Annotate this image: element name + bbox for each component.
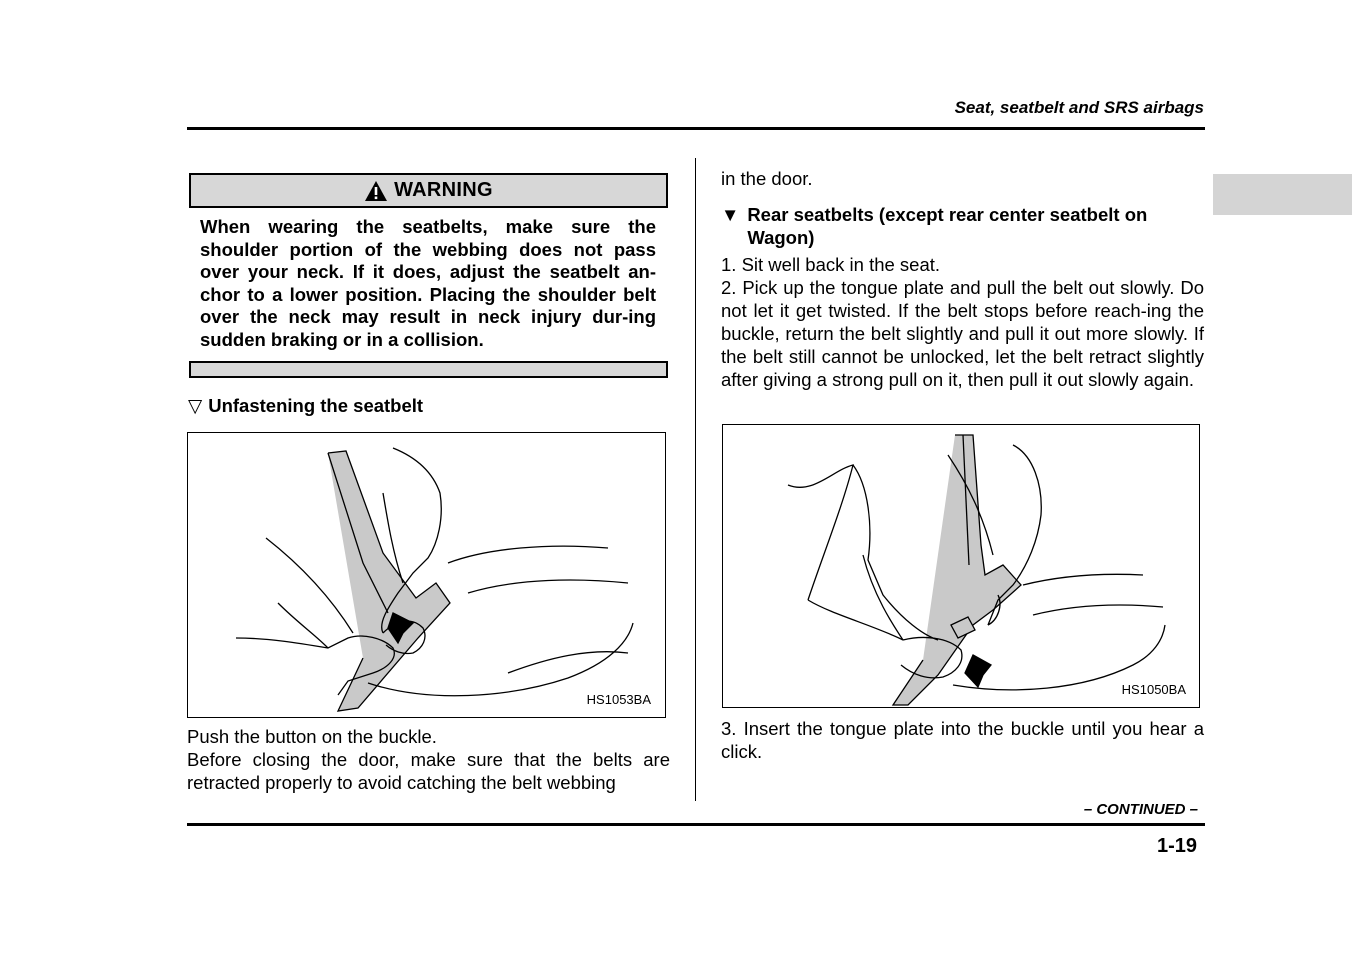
continued-label: – CONTINUED –	[1083, 801, 1198, 818]
section-title: Seat, seatbelt and SRS airbags	[954, 98, 1204, 117]
warning-footer-bar	[189, 361, 668, 378]
footer-rule	[187, 823, 1205, 826]
fastening-illustration	[723, 425, 1199, 707]
unfastening-subheading	[188, 394, 423, 417]
open-triangle-marker: ▽	[188, 395, 203, 416]
figure-code-right: HS1050BA	[1121, 682, 1186, 697]
figure-code-left: HS1053BA	[586, 692, 651, 707]
column-divider	[695, 158, 696, 801]
warning-header	[189, 173, 668, 208]
filled-triangle-marker: ▼	[721, 204, 740, 225]
step-2: 2. Pick up the tongue plate and pull the belt out slowly. Do not let it get twisted. If the belt stops before reach-ing the buckle, return the belt slightly and pull it out more slowly. If the belt still cannot be unlocked, let the belt retract slightly after giving a strong pull on it, then pull it out slowly again.	[721, 277, 1204, 390]
left-para-2: Before closing the door, make sure that the belts are retracted properly to avoid catching the belt webbing	[187, 749, 670, 793]
figure-unfastening	[187, 432, 666, 718]
figure-fastening	[722, 424, 1200, 708]
rear-seatbelts-subheading-text: Rear seatbelts (except rear center seatbelt on Wagon)	[747, 204, 1148, 248]
warning-triangle-icon	[364, 180, 388, 202]
warning-text: When wearing the seatbelts, make sure the shoulder portion of the webbing does not pass over your neck. If it does, adjust the seatbelt an-chor to a lower position. Placing the shoulder belt over the neck may result in neck injury dur-ing sudden braking or in a collision.	[200, 216, 656, 350]
page-number: 1-19	[1156, 835, 1197, 857]
step-3: 3. Insert the tongue plate into the buckle until you hear a click.	[721, 718, 1204, 762]
right-continuation: in the door.	[721, 168, 813, 189]
step-1: 1. Sit well back in the seat.	[721, 254, 941, 275]
left-para-1: Push the button on the buckle.	[187, 726, 437, 747]
unfastening-subheading-text: Unfastening the seatbelt	[208, 395, 424, 416]
chapter-thumb-tab	[1213, 174, 1352, 215]
warning-label: WARNING	[394, 179, 493, 201]
unfastening-illustration	[188, 433, 665, 717]
header-rule	[187, 127, 1205, 130]
rear-seatbelts-subheading	[721, 203, 1204, 249]
